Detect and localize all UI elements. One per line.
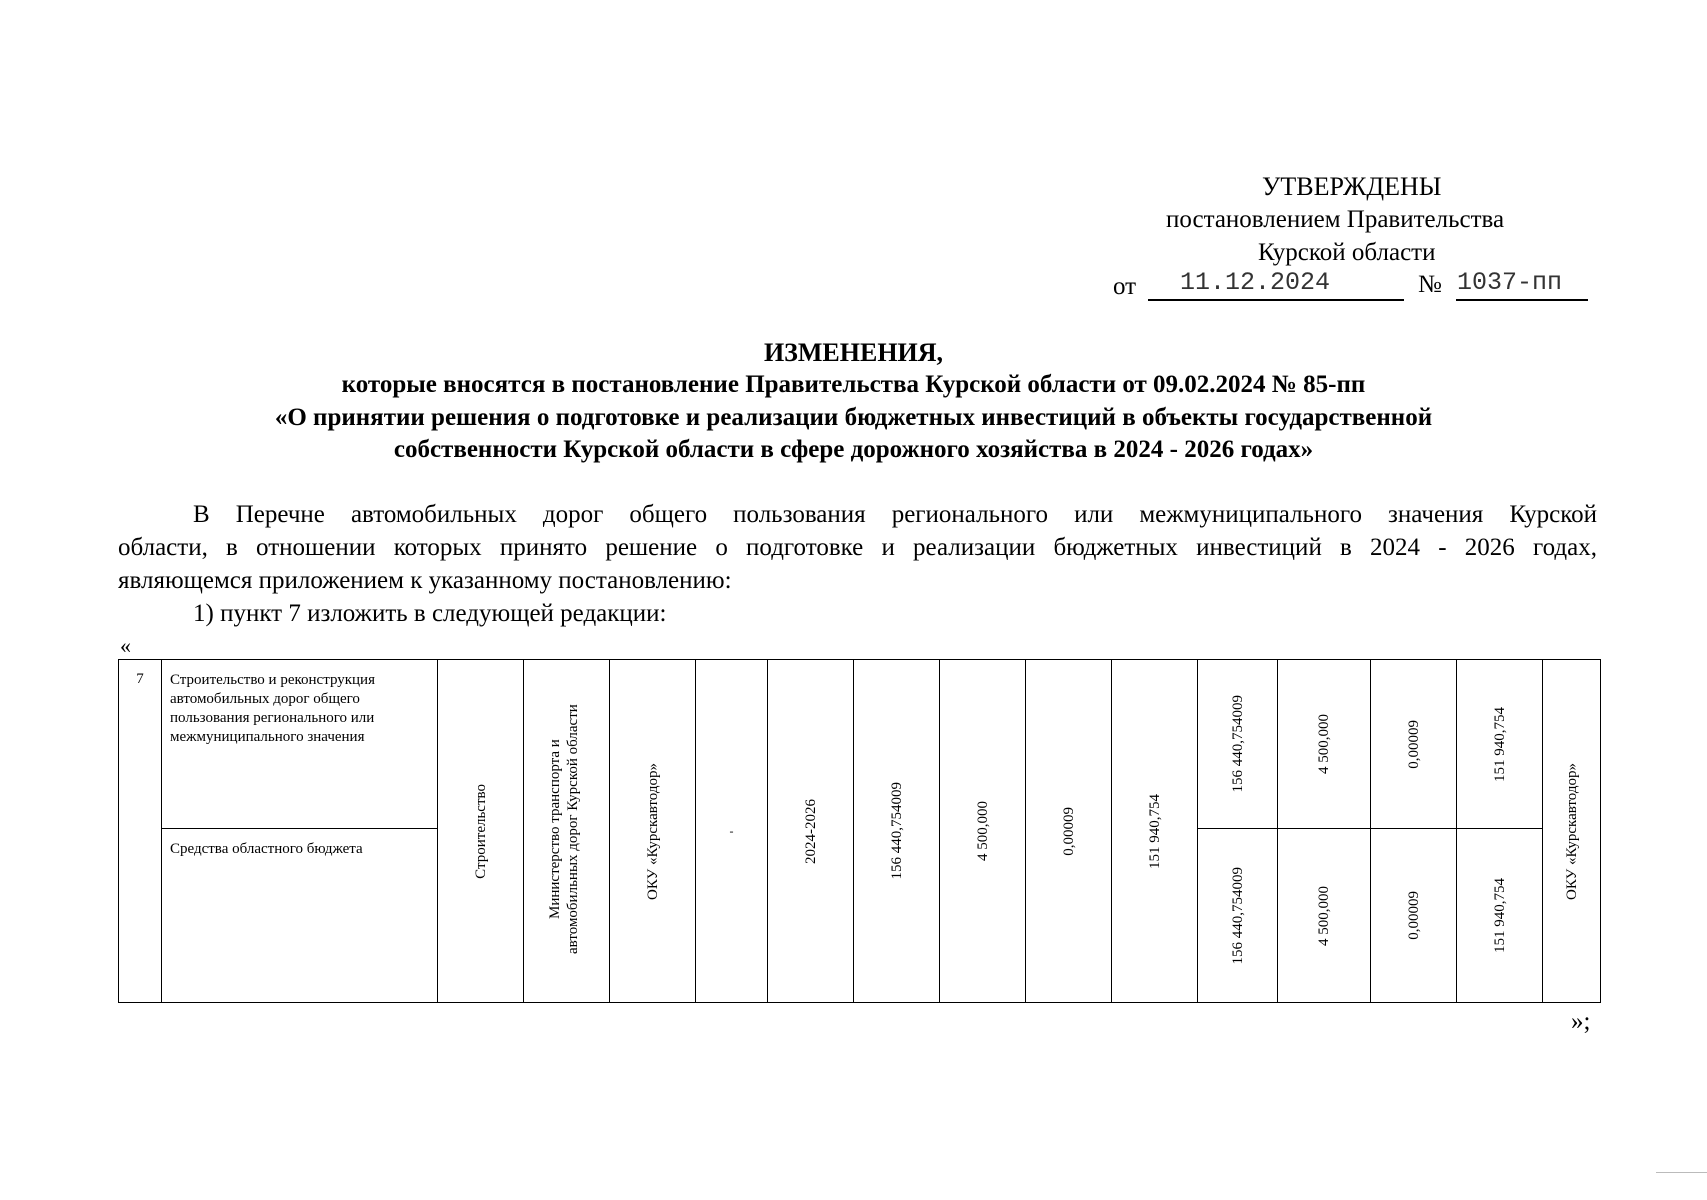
row2-y2026-value: 151 940,754 <box>1491 878 1508 953</box>
dash-cell <box>696 660 768 1003</box>
heading-line-3: собственности Курской области в сфере дорожного хозяйства в 2024 - 2026 годах» <box>393 436 1314 463</box>
y2026-cell <box>1112 660 1198 1003</box>
ministry: Министерство транспорта и автомобильных дорог Курской области <box>546 704 581 954</box>
scan-edge-mark <box>1656 1172 1707 1173</box>
item-1: 1) пункт 7 изложить в следующей редакции: <box>193 600 667 627</box>
customer: ОКУ «Курскавтодор» <box>1563 762 1580 900</box>
ministry-cell <box>524 660 610 1003</box>
row1-y2025-cell <box>1371 660 1457 829</box>
approval-number: 1037-пп <box>1457 268 1563 297</box>
row2-y2025-cell <box>1371 829 1457 1003</box>
period-cell <box>768 660 854 1003</box>
row-number: 7 <box>136 671 144 687</box>
object-name: Строительство и реконструкция автомобильных дорог общего пользования регионального или межмуниципального значения <box>170 672 375 745</box>
heading-line-1: которые вносятся в постановление Правительства Курской области от 09.02.2024 № 85-пп <box>341 371 1366 398</box>
funding-source-cell <box>162 829 438 1003</box>
intro-line-1: В Перечне автомобильных дорог общего пользования регионального или межмуниципального значения Курской <box>193 501 1597 528</box>
y2026-value: 151 940,754 <box>1146 793 1163 869</box>
row1-y2024-value: 4 500,000 <box>1316 714 1332 774</box>
y2024-value: 4 500,000 <box>974 801 991 861</box>
heading-line-2: «О принятии решения о подготовке и реализации бюджетных инвестиций в объекты государственной <box>274 404 1433 431</box>
row2-y2024-cell <box>1278 829 1371 1003</box>
row2-total-cell <box>1198 829 1278 1003</box>
customer-cell <box>1543 660 1601 1003</box>
y2024-cell <box>940 660 1026 1003</box>
approval-line-2: Курской области <box>1258 239 1436 266</box>
number-prefix: № <box>1418 271 1442 298</box>
row2-y2024-value: 4 500,000 <box>1316 885 1332 946</box>
open-quote: « <box>120 633 131 658</box>
work-type: Строительство <box>472 783 489 879</box>
row1-y2025-value: 0,00009 <box>1405 719 1422 769</box>
approval-date: 11.12.2024 <box>1180 268 1331 297</box>
y2025-cell <box>1026 660 1112 1003</box>
total-value: 156 440,754009 <box>888 782 905 880</box>
approval-title: УТВЕРЖДЕНЫ <box>1262 172 1442 201</box>
intro-line-3: являющемся приложением к указанному постановлению: <box>118 567 732 594</box>
funding-source: Средства областного бюджета <box>170 841 363 857</box>
date-prefix: от <box>1113 273 1137 300</box>
close-quote: »; <box>1571 1008 1591 1035</box>
table-row <box>119 660 1601 829</box>
developer-cell <box>610 660 696 1003</box>
row2-y2025-value: 0,00009 <box>1405 891 1422 940</box>
row2-total-value: 156 440,754009 <box>1229 866 1246 965</box>
object-name-cell <box>162 660 438 829</box>
total-cell <box>854 660 940 1003</box>
intro-line-2: области, в отношении которых принято решение о подготовке и реализации бюджетных инвестиций в 2024 - 2026 годах, <box>118 534 1597 561</box>
row-number-cell <box>119 660 162 1003</box>
item-7-table <box>118 659 1601 1003</box>
row1-y2026-cell <box>1457 660 1543 829</box>
row1-y2026-value: 151 940,754 <box>1491 706 1508 782</box>
dash: - <box>729 823 734 838</box>
period: 2024-2026 <box>802 798 819 864</box>
row1-total-cell <box>1198 660 1278 829</box>
heading-title: ИЗМЕНЕНИЯ, <box>763 338 944 367</box>
work-type-cell <box>438 660 524 1003</box>
row1-y2024-cell <box>1278 660 1371 829</box>
developer: ОКУ «Курскавтодор» <box>644 762 661 900</box>
y2025-value: 0,00009 <box>1060 806 1077 856</box>
row2-y2026-cell <box>1457 829 1543 1003</box>
row1-total-value: 156 440,754009 <box>1229 695 1246 793</box>
approval-line-1: постановлением Правительства <box>1166 206 1505 233</box>
